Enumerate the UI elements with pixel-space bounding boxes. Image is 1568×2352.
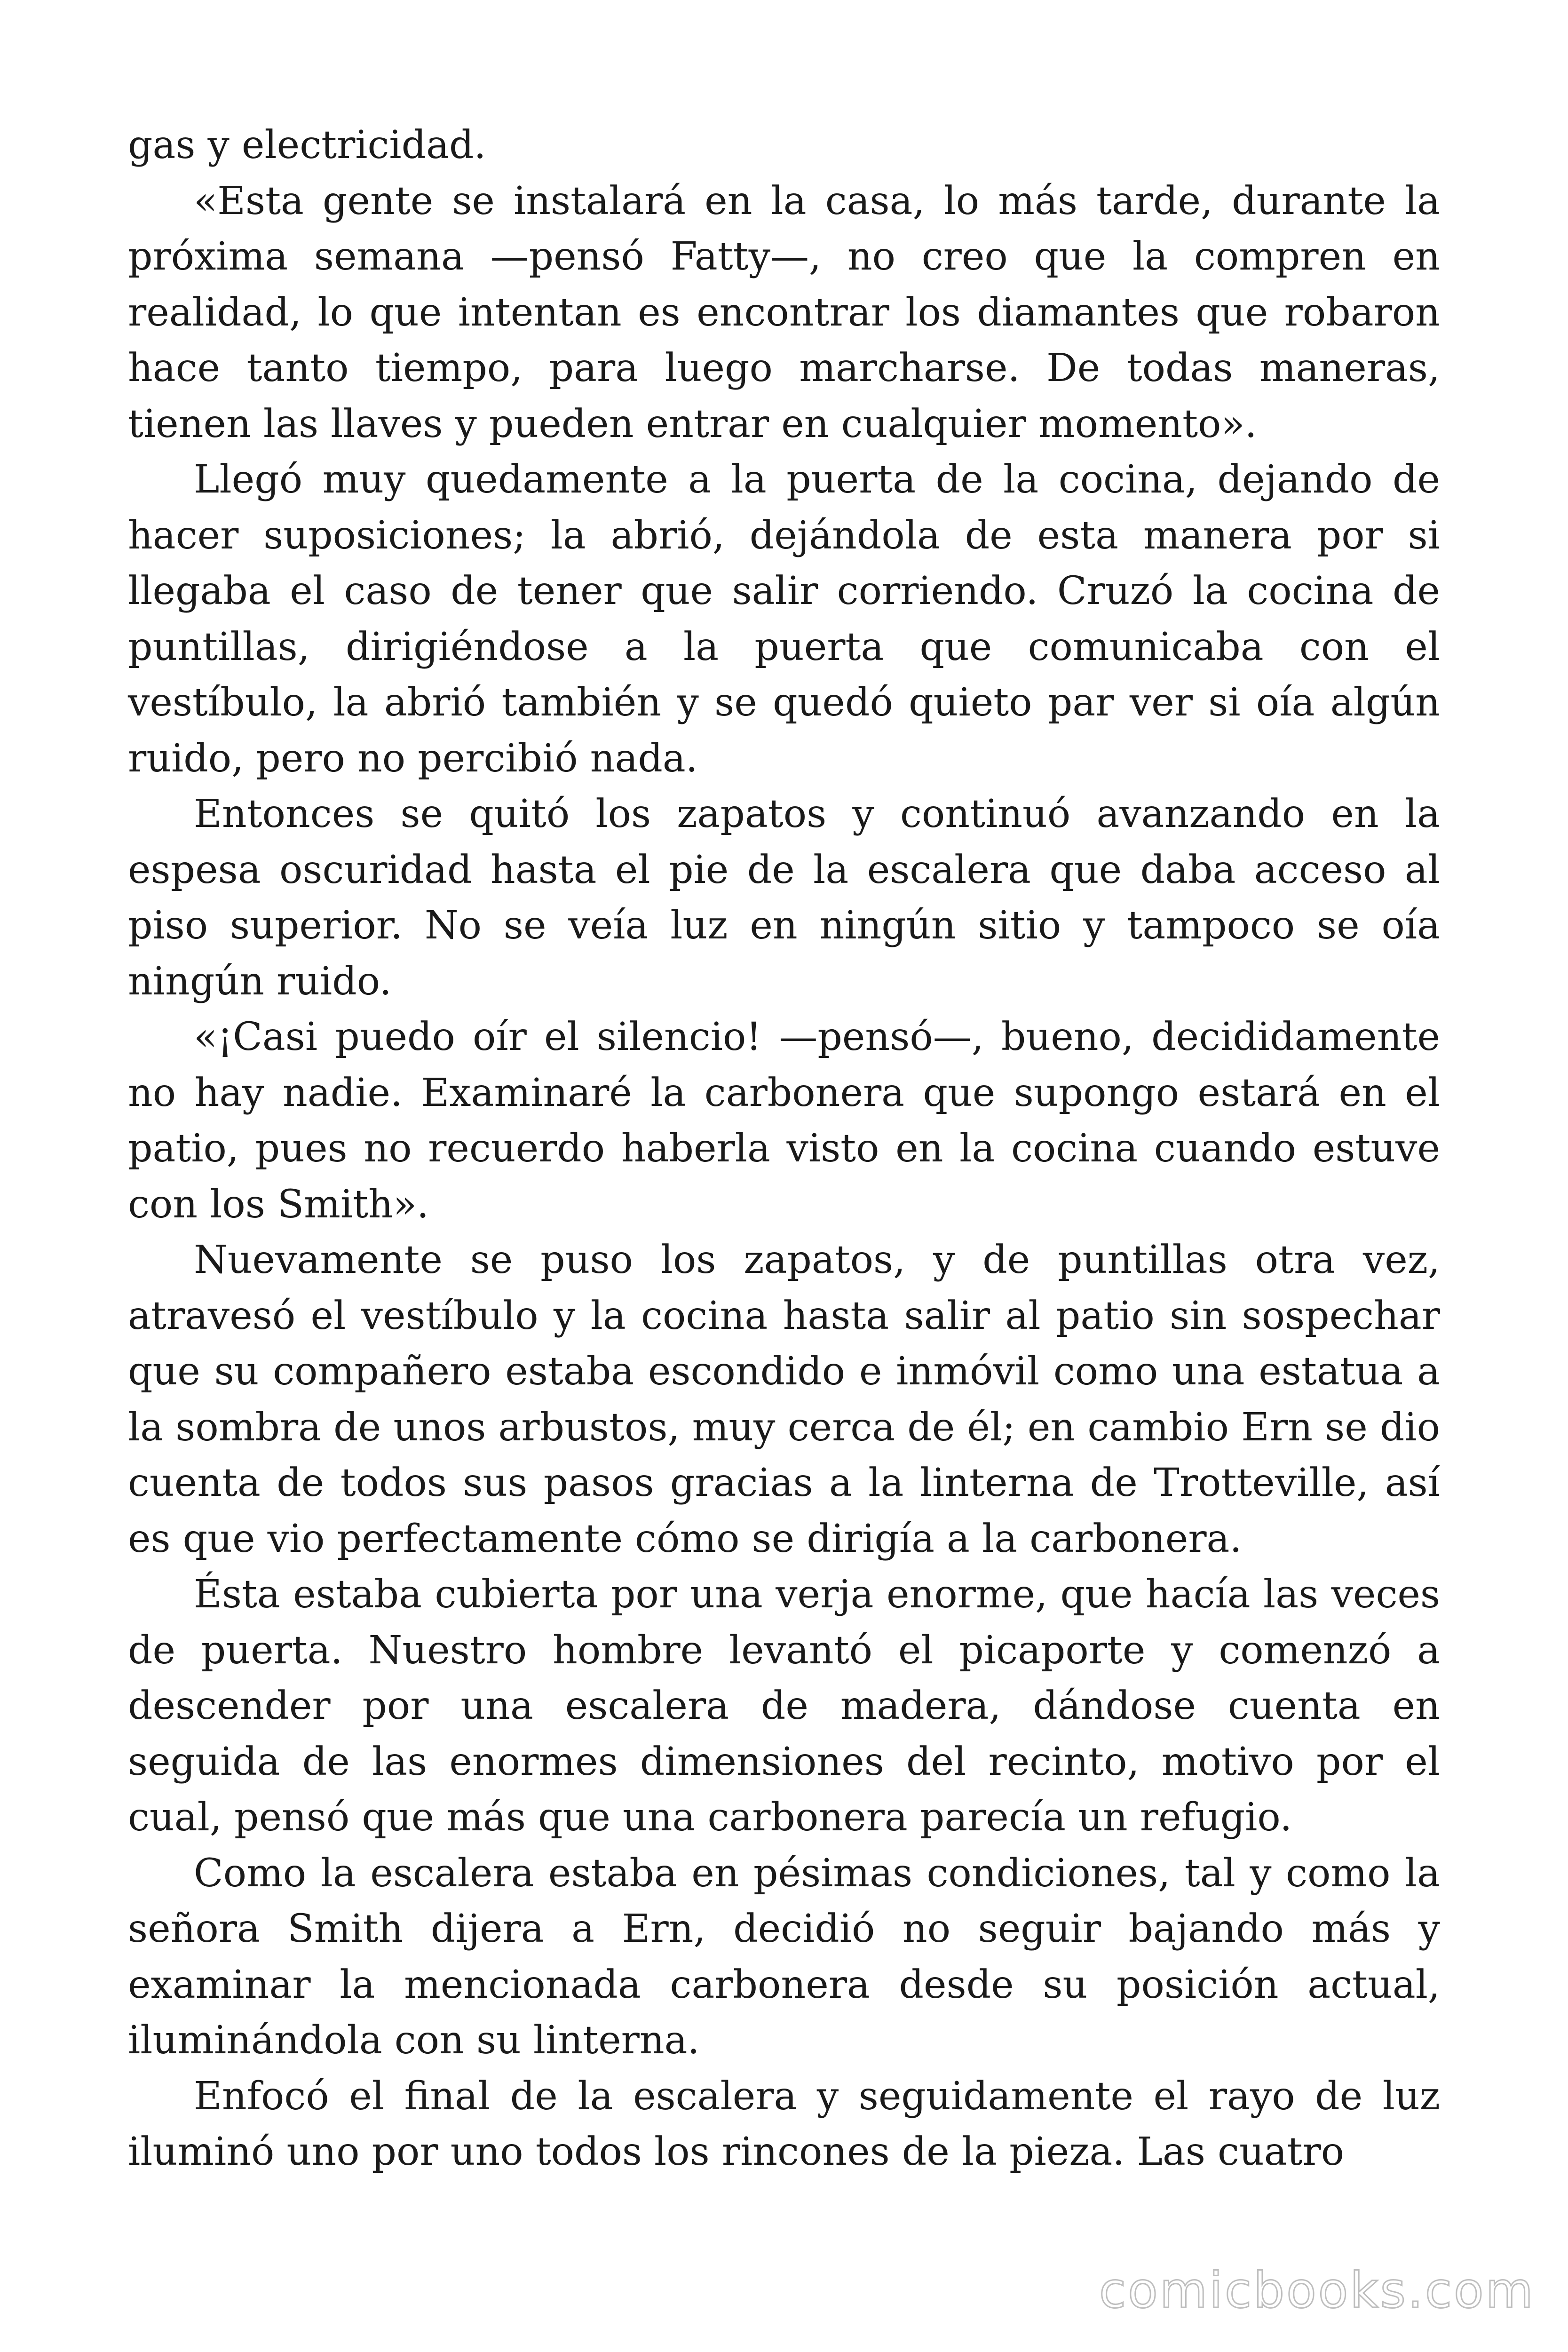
paragraph-5: «¡Casi puedo oír el silencio! —pensó—, bueno, decididamente no hay nadie. Examinaré la carbonera que supongo estará en el patio, pues no recuerdo haberla visto en la cocina cuando estuve con los Smith». — [128, 1015, 1440, 1227]
paragraph-7: Ésta estaba cubierta por una verja enorme, que hacía las veces de puerta. Nuestro hombre levantó el picaporte y comenzó a descender por una escalera de madera, dándose cuenta en seguida de las enormes dimensiones del recinto, motivo por el cual, pensó que más que una carbonera parecía un refugio. — [128, 1572, 1440, 1840]
paragraph-3: Llegó muy quedamente a la puerta de la cocina, dejando de hacer suposiciones; la abrió, dejándola de esta manera por si llegaba el caso de tener que salir corriendo. Cruzó la cocina de puntillas, dirigiéndose a la puerta que comunicaba con el vestíbulo, la abrió también y se quedó quieto par ver si oía algún ruido, pero no percibió nada. — [128, 457, 1440, 781]
paragraph-9: Enfocó el final de la escalera y seguidamente el rayo de luz iluminó uno por uno todos los rincones de la pieza. Las cuatro — [128, 2074, 1440, 2174]
paragraph-2: «Esta gente se instalará en la casa, lo más tarde, durante la próxima semana —pensó Fatty—, no creo que la compren en realidad, lo que intentan es encontrar los diamantes que robaron hace tanto tiempo, para luego marcharse. De todas maneras, tienen las llaves y pueden entrar en cualquier momento». — [128, 178, 1440, 446]
paragraph-6: Nuevamente se puso los zapatos, y de puntillas otra vez, atravesó el vestíbulo y la cocina hasta salir al patio sin sospechar que su compañero estaba escondido e inmóvil como una estatua a la sombra de unos arbustos, muy cerca de él; en cambio Ern se dio cuenta de todos sus pasos gracias a la linterna de Trotteville, así es que vio perfectamente cómo se dirigía a la carbonera. — [128, 1238, 1440, 1561]
paragraph-8: Como la escalera estaba en pésimas condiciones, tal y como la señora Smith dijera a Ern, decidió no seguir bajando más y examinar la mencionada carbonera desde su posición actual, iluminándola con su linterna. — [128, 1851, 1440, 2063]
paragraph-1: gas y electricidad. — [128, 123, 486, 167]
page-body — [128, 118, 1440, 2180]
paragraph-4: Entonces se quitó los zapatos y continuó avanzando en la espesa oscuridad hasta el pie de la escalera que daba acceso al piso superior. No se veía luz en ningún sitio y tampoco se oía ningún ruido. — [128, 792, 1440, 1004]
watermark: comicbooks.com — [1099, 2262, 1535, 2319]
